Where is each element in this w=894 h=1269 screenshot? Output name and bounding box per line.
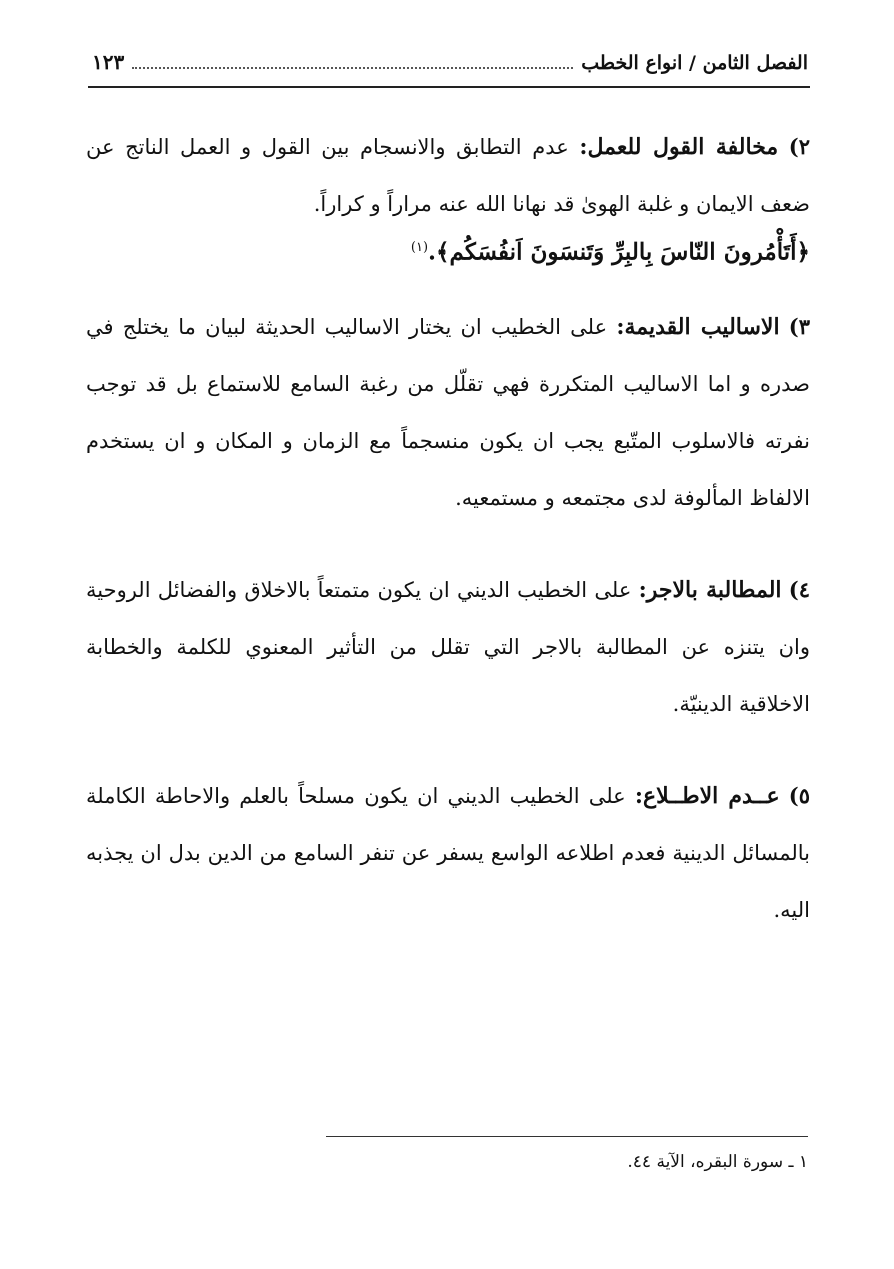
chapter-title: الفصل الثامن / انواع الخطب (581, 52, 808, 74)
item-heading: مخالفة القول للعمل: (579, 134, 779, 160)
running-header (92, 50, 808, 84)
list-item (86, 118, 810, 276)
item-number: ٣) (788, 313, 810, 339)
page-number: ١٢٣ (92, 50, 125, 74)
footnote-rule (326, 1136, 808, 1137)
list-item (86, 767, 810, 939)
item-number: ٢) (788, 134, 810, 159)
footnote: ١ ـ سورة البقره، الآية ٤٤. (627, 1152, 808, 1172)
item-text: على الخطيب الديني ان يكون مسلحاً بالعلم والاحاطة الكاملة بالمسائل الدينية فعدم اطلاعه الواسع يسفر عن تنفر السامع من الدين بدل ان يجذبه اليه. (86, 783, 810, 922)
item-text: على الخطيب الديني ان يكون متمتعاً بالاخلاق والفضائل الروحية وان يتنزه عن المطالبة بالاجر التي تقلل من التأثير المعنوي للكلمة والخطابة الاخلاقية الدينيّة. (86, 577, 810, 716)
item-number: ٤) (788, 576, 810, 602)
item-text: عدم التطابق والانسجام بين القول و العمل الناتج عن ضعف الايمان و غلبة الهوىٰ قد نهانا الله عنه مراراً و كراراً. (86, 135, 810, 216)
header-rule (88, 86, 810, 88)
item-heading: المطالبة بالاجر: (638, 576, 782, 603)
list-item (86, 298, 810, 527)
verse-text: ﴿أَتَأْمُرونَ النّاسَ بِالبِرِّ وَتَنسَونَ اَنفُسَكُم﴾. (428, 238, 810, 266)
footnote-ref: (١) (410, 240, 429, 255)
item-number: ٥) (788, 782, 810, 808)
list-item (86, 561, 810, 733)
item-heading: الاساليب القديمة: (616, 313, 780, 340)
quran-verse (86, 225, 810, 276)
main-text (86, 118, 810, 973)
item-heading: عــدم الاطــلاع: (634, 782, 780, 809)
leader-dots (132, 55, 573, 69)
item-text: على الخطيب ان يختار الاساليب الحديثة لبيان ما يختلج في صدره و اما الاساليب المتكررة فهي تقلّل من رغبة السامع للاستماع بل قد توجب نفرته فالاسلوب المتّبع يجب ان يكون منسجماً مع الزمان و المكان و ان يستخدم الالفاظ المألوفة لدى مجتمعه و مستمعيه. (86, 314, 810, 510)
